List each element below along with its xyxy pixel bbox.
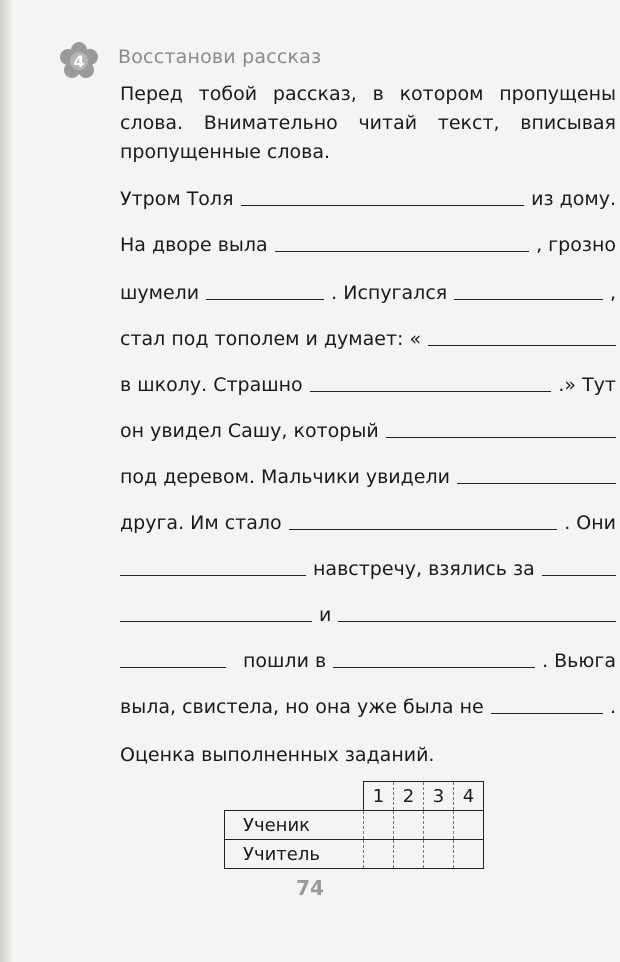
grade-cell[interactable]: [394, 811, 424, 840]
story-line-4: [120, 322, 616, 352]
grade-column-3: 3: [424, 782, 454, 811]
story-text-segment: навстречу, взялись за: [313, 558, 535, 580]
story-line-5: [120, 368, 616, 398]
story-text-segment: . Вьюга: [542, 650, 616, 672]
story-text-segment: пошли в: [243, 650, 327, 672]
answer-blank[interactable]: [428, 344, 616, 346]
grade-cell[interactable]: [454, 811, 484, 840]
story-line-8: [120, 506, 616, 536]
grade-corner-cell: [225, 782, 364, 811]
grade-header-row: [225, 782, 484, 811]
grade-row-student: [225, 811, 484, 840]
grade-column-4: 4: [454, 782, 484, 811]
story-line-1: [120, 182, 616, 212]
grade-cell[interactable]: [394, 840, 424, 869]
story-text-segment: и: [319, 604, 332, 626]
story-text-segment: друга. Им стало: [120, 512, 282, 534]
story-line-7: [120, 460, 616, 490]
task-number: 4: [73, 52, 85, 71]
answer-blank[interactable]: [120, 620, 312, 622]
flower-icon: [60, 42, 98, 78]
answer-blank[interactable]: [333, 666, 535, 668]
story-line-2: [120, 228, 616, 258]
grade-cell[interactable]: [364, 840, 394, 869]
story-text-segment: На дворе выла: [120, 234, 268, 256]
grade-cell[interactable]: [424, 840, 454, 869]
story-text-segment: под деревом. Мальчики увидели: [120, 466, 450, 488]
story-line-12: [120, 690, 616, 720]
grade-cell[interactable]: [424, 811, 454, 840]
answer-blank[interactable]: [241, 204, 525, 206]
task-instructions: Перед тобой рассказ, в котором пропущены слова. Внимательно читай текст, вписывая пропущенные слова.: [120, 83, 616, 163]
story-line-11: [120, 644, 616, 674]
story-text-segment: шумели: [120, 282, 200, 304]
grade-table: [224, 781, 484, 869]
grade-row-label: Ученик: [225, 811, 364, 840]
answer-blank[interactable]: [289, 528, 558, 530]
answer-blank[interactable]: [386, 436, 616, 438]
story-text-segment: он увидел Сашу, который: [120, 420, 379, 442]
answer-blank[interactable]: [120, 574, 306, 576]
page-number: 74: [296, 876, 324, 900]
story-text-segment: выла, свистела, но она уже была не: [120, 696, 484, 718]
story-text-segment: . Испугался: [331, 282, 448, 304]
page-edge: [0, 0, 12, 962]
grade-column-1: 1: [364, 782, 394, 811]
grade-row-label: Учитель: [225, 840, 364, 869]
task-header: [60, 42, 580, 78]
story-text-segment: Утром Толя: [120, 188, 234, 210]
grade-cell[interactable]: [454, 840, 484, 869]
story-text-segment: стал под тополем и думает: «: [120, 328, 422, 350]
answer-blank[interactable]: [491, 712, 603, 714]
grade-row-teacher: [225, 840, 484, 869]
answer-blank[interactable]: [275, 250, 529, 252]
answer-blank[interactable]: [310, 390, 552, 392]
story-line-3: [120, 276, 616, 306]
story-text-segment: .» Тут: [558, 374, 616, 396]
story-line-6: [120, 414, 616, 444]
story-text-segment: .: [609, 696, 616, 718]
grade-cell[interactable]: [364, 811, 394, 840]
story-text-segment: из дому.: [531, 188, 616, 210]
answer-blank[interactable]: [206, 298, 324, 300]
story-line-9: [120, 552, 616, 582]
answer-blank[interactable]: [454, 298, 603, 300]
answer-blank[interactable]: [338, 620, 616, 622]
grade-column-2: 2: [394, 782, 424, 811]
story-text-segment: . Они: [564, 512, 616, 534]
story-text-segment: , грозно: [536, 234, 616, 256]
answer-blank[interactable]: [457, 482, 616, 484]
story-line-10: [120, 598, 616, 628]
answer-blank[interactable]: [120, 666, 226, 668]
grade-title: Оценка выполненных заданий.: [120, 744, 435, 766]
story-text-segment: ,: [609, 282, 616, 304]
story-text-segment: в школу. Страшно: [120, 374, 303, 396]
task-title: Восстанови рассказ: [118, 46, 322, 68]
answer-blank[interactable]: [542, 574, 616, 576]
